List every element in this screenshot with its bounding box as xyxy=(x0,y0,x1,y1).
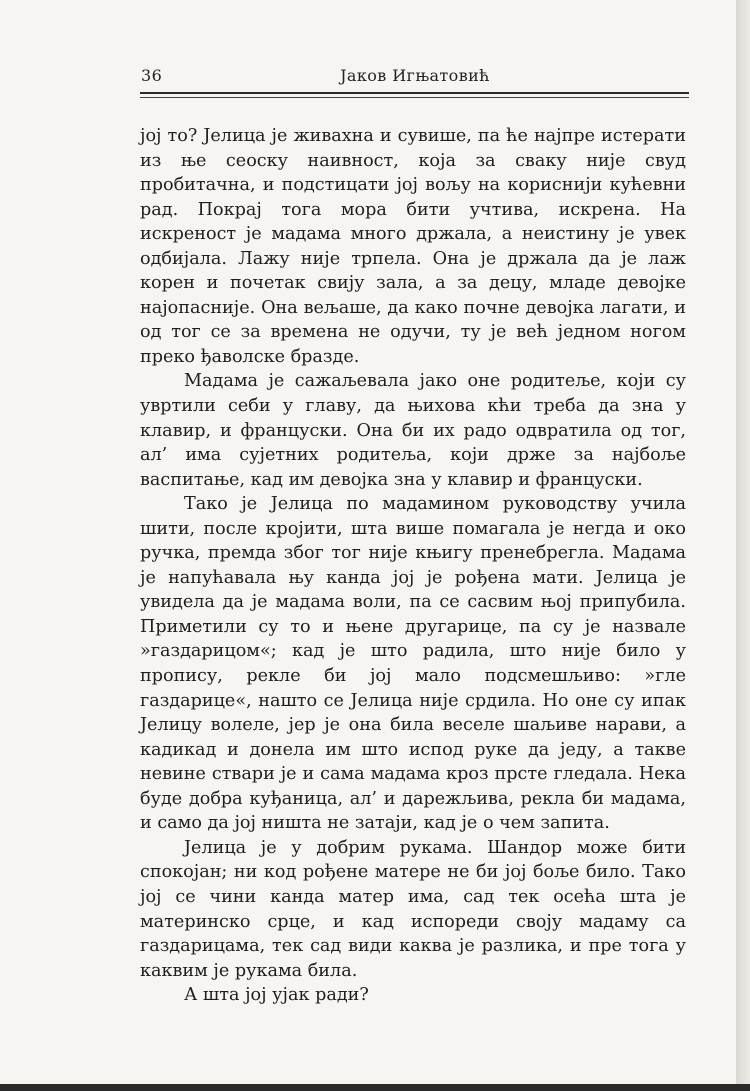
header-rule-thick xyxy=(140,92,689,94)
body-text xyxy=(140,124,686,1008)
paragraph-3: Тако је Јелица по мадамином руководству учила шити, после кројити, шта више помагала је негда и око ручка, премда због тог није књигу пренебрегла. Мадама је напућавала њу канда јој је рођена мати. Јелица је увидела да је мадама воли, па се сасвим њој припубила. Приметили су то и њене другарице, па су је назвале »газдарицом«; кад је што радила, што није било у пропису, рекле би јој мало подсмешљиво: »гле газдарице«, нашто се Јелица није срдила. Но оне су ипак Јелицу волеле, јер је она била веселе шаљиве нарави, а кадикад и донела им што испод руке да једу, а такве невине ствари је и сама мадама кроз прсте гледала. Нека буде добра куђаница, ал’ и дарежљива, рекла би мадама, и само да јој ништа не затаји, кад је о чем запита. xyxy=(140,494,686,834)
scan-bottom-edge xyxy=(0,1084,750,1091)
running-head: Јаков Игњатовић xyxy=(340,66,490,85)
paragraph-4: Јелица је у добрим рукама. Шандор може бити спокојан; ни код рођене матере не би јој боље било. Тако јој се чини канда матер има, сад тек осећа шта је материнско срце, и кад испореди своју мадаму са газдарицама, тек сад види каква је разлика, и пре тога у каквим је рукама била. xyxy=(140,837,686,981)
page-number: 36 xyxy=(141,66,163,85)
paragraph-5: А шта јој ујак ради? xyxy=(184,985,369,1006)
page-edge-shadow xyxy=(736,0,750,1091)
paragraph-2: Мадама је сажаљевала јако оне родитеље, који су увртили себи у главу, да њихова кћи треба да зна у клавир, и француски. Она би их радо одвратила од тог, ал’ има сујетних родитеља, који држе за најбоље васпитање, кад им девојка зна у клавир и француски. xyxy=(140,371,686,490)
page-header xyxy=(141,66,689,90)
paragraph-1: јој то? Јелица је живахна и сувише, па ће најпре истерати из ње сеоску наивност, која за сваку није свуд пробитачна, и подстицати јој вољу на кориснији кућевни рад. Покрај тога мора бити учтива, искрена. На искреност је мадама много држала, а неистину је увек одбијала. Лажу није трпела. Она је држала да је лаж корен и почетак свију зала, а за децу, младе девојке најопасније. Она вељаше, да како почне девојка лагати, и од тог се за времена не одучи, ту је већ једном ногом преко ђаволске бразде. xyxy=(140,126,686,367)
header-rule-thin xyxy=(140,97,689,98)
